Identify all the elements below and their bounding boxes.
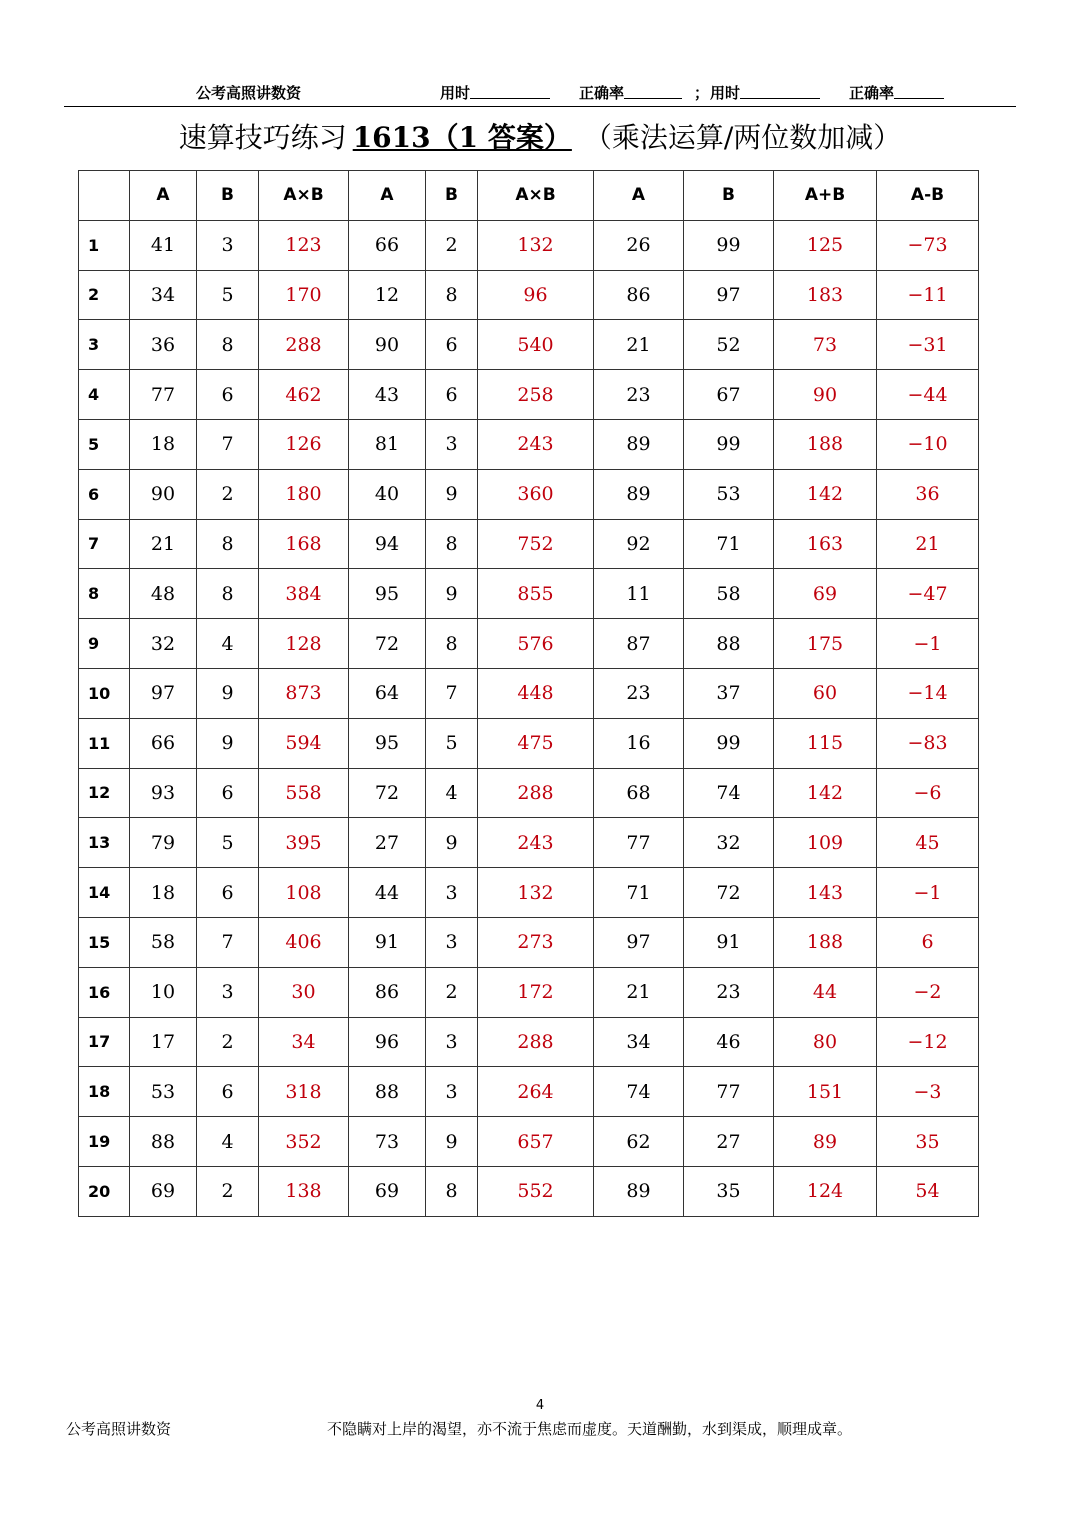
column-header (79, 171, 130, 221)
table-row (79, 967, 979, 1017)
answer-cell: 384 (259, 569, 349, 619)
time-label-2: 用时 (710, 84, 741, 102)
answer-cell: 123 (259, 220, 349, 270)
answer-cell: 54 (877, 1166, 979, 1216)
answer-cell: 360 (478, 469, 594, 519)
footer-brand: 公考高照讲数资 (66, 1420, 172, 1438)
table-cell: 9 (426, 818, 478, 868)
table-row (79, 569, 979, 619)
answer-cell: 142 (774, 768, 877, 818)
table-cell: 9 (426, 569, 478, 619)
table-cell: 89 (594, 469, 684, 519)
table-cell: 88 (349, 1067, 426, 1117)
answer-cell: 558 (259, 768, 349, 818)
row-index: 5 (79, 419, 130, 469)
answer-cell: −3 (877, 1067, 979, 1117)
table-cell: 89 (594, 419, 684, 469)
answer-cell: 109 (774, 818, 877, 868)
table-cell: 3 (426, 917, 478, 967)
accuracy-blank-2 (894, 84, 944, 99)
answer-cell: −47 (877, 569, 979, 619)
table-cell: 71 (594, 868, 684, 918)
table-cell: 6 (197, 868, 259, 918)
header-separator: ； (694, 84, 710, 102)
table-row (79, 868, 979, 918)
exercise-table (78, 170, 979, 1217)
table-cell: 92 (594, 519, 684, 569)
table-cell: 32 (684, 818, 774, 868)
table-row (79, 220, 979, 270)
answer-cell: 288 (478, 1017, 594, 1067)
table-cell: 3 (197, 967, 259, 1017)
row-index: 7 (79, 519, 130, 569)
table-cell: 17 (130, 1017, 197, 1067)
accuracy-label-1: 正确率 (579, 84, 625, 102)
table-cell: 99 (684, 718, 774, 768)
answer-cell: 552 (478, 1166, 594, 1216)
table-cell: 8 (426, 270, 478, 320)
answer-cell: −2 (877, 967, 979, 1017)
page-header (64, 80, 1016, 106)
table-cell: 74 (684, 768, 774, 818)
answer-cell: 475 (478, 718, 594, 768)
answer-cell: −44 (877, 370, 979, 420)
answer-cell: 172 (478, 967, 594, 1017)
table-cell: 27 (349, 818, 426, 868)
table-cell: 32 (130, 619, 197, 669)
table-cell: 95 (349, 718, 426, 768)
table-cell: 66 (349, 220, 426, 270)
table-cell: 2 (426, 220, 478, 270)
table-cell: 4 (197, 619, 259, 669)
answer-cell: −31 (877, 320, 979, 370)
row-index: 11 (79, 718, 130, 768)
table-row (79, 1067, 979, 1117)
row-index: 6 (79, 469, 130, 519)
answer-cell: 124 (774, 1166, 877, 1216)
answer-cell: 540 (478, 320, 594, 370)
table-cell: 90 (349, 320, 426, 370)
row-index: 10 (79, 668, 130, 718)
table-cell: 9 (426, 1117, 478, 1167)
table-cell: 48 (130, 569, 197, 619)
answer-cell: 60 (774, 668, 877, 718)
table-cell: 68 (594, 768, 684, 818)
table-cell: 96 (349, 1017, 426, 1067)
table-cell: 69 (130, 1166, 197, 1216)
answer-cell: 138 (259, 1166, 349, 1216)
table-cell: 87 (594, 619, 684, 669)
answer-cell: 36 (877, 469, 979, 519)
table-cell: 23 (684, 967, 774, 1017)
table-cell: 81 (349, 419, 426, 469)
table-cell: 6 (197, 768, 259, 818)
table-cell: 7 (197, 917, 259, 967)
table-cell: 43 (349, 370, 426, 420)
answer-cell: 188 (774, 419, 877, 469)
table-cell: 18 (130, 868, 197, 918)
table-cell: 34 (130, 270, 197, 320)
answer-cell: 175 (774, 619, 877, 669)
table-cell: 3 (426, 1067, 478, 1117)
answer-cell: 258 (478, 370, 594, 420)
column-header: A+B (774, 171, 877, 221)
row-index: 19 (79, 1117, 130, 1167)
table-row (79, 818, 979, 868)
column-header: A-B (877, 171, 979, 221)
title-code: 1613（1 答案） (352, 121, 572, 154)
row-index: 17 (79, 1017, 130, 1067)
table-cell: 21 (130, 519, 197, 569)
row-index: 8 (79, 569, 130, 619)
table-cell: 2 (197, 469, 259, 519)
table-cell: 6 (197, 370, 259, 420)
table-cell: 8 (426, 519, 478, 569)
answer-cell: −1 (877, 619, 979, 669)
answer-cell: 115 (774, 718, 877, 768)
table-cell: 12 (349, 270, 426, 320)
answer-cell: 243 (478, 419, 594, 469)
answer-cell: 264 (478, 1067, 594, 1117)
column-header: B (426, 171, 478, 221)
table-cell: 6 (426, 320, 478, 370)
column-header: A (594, 171, 684, 221)
table-cell: 67 (684, 370, 774, 420)
time-blank-1 (470, 84, 550, 99)
answer-cell: 45 (877, 818, 979, 868)
table-cell: 53 (130, 1067, 197, 1117)
answer-cell: 132 (478, 220, 594, 270)
table-cell: 21 (594, 320, 684, 370)
table-cell: 6 (197, 1067, 259, 1117)
table-cell: 21 (594, 967, 684, 1017)
answer-cell: 21 (877, 519, 979, 569)
table-cell: 74 (594, 1067, 684, 1117)
table-cell: 90 (130, 469, 197, 519)
answer-cell: 163 (774, 519, 877, 569)
answer-cell: 69 (774, 569, 877, 619)
table-cell: 72 (349, 619, 426, 669)
answer-cell: 594 (259, 718, 349, 768)
accuracy-blank-1 (624, 84, 682, 99)
column-header: A×B (259, 171, 349, 221)
answer-cell: 288 (478, 768, 594, 818)
header-rule (64, 106, 1016, 107)
answer-cell: −11 (877, 270, 979, 320)
table-cell: 23 (594, 668, 684, 718)
answer-cell: 151 (774, 1067, 877, 1117)
table-cell: 37 (684, 668, 774, 718)
table-cell: 8 (426, 619, 478, 669)
table-row (79, 270, 979, 320)
table-row (79, 619, 979, 669)
answer-cell: −83 (877, 718, 979, 768)
time-field-1 (440, 82, 470, 103)
table-row (79, 519, 979, 569)
table-row (79, 419, 979, 469)
table-cell: 93 (130, 768, 197, 818)
table-cell: 46 (684, 1017, 774, 1067)
answer-cell: 96 (478, 270, 594, 320)
accuracy-field-2 (849, 82, 894, 103)
table-cell: 72 (349, 768, 426, 818)
answer-cell: −73 (877, 220, 979, 270)
time-blank-2 (740, 84, 820, 99)
answer-cell: 243 (478, 818, 594, 868)
table-cell: 99 (684, 419, 774, 469)
table-cell: 36 (130, 320, 197, 370)
answer-cell: 108 (259, 868, 349, 918)
column-header: A×B (478, 171, 594, 221)
answer-cell: 180 (259, 469, 349, 519)
table-cell: 7 (197, 419, 259, 469)
table-row (79, 370, 979, 420)
answer-cell: 44 (774, 967, 877, 1017)
answer-cell: 35 (877, 1117, 979, 1167)
table-cell: 2 (426, 967, 478, 1017)
answer-cell: 288 (259, 320, 349, 370)
answer-cell: 6 (877, 917, 979, 967)
answer-cell: 318 (259, 1067, 349, 1117)
table-cell: 34 (594, 1017, 684, 1067)
answer-cell: 855 (478, 569, 594, 619)
table-cell: 8 (197, 320, 259, 370)
table-cell: 72 (684, 868, 774, 918)
table-cell: 9 (197, 718, 259, 768)
table-cell: 73 (349, 1117, 426, 1167)
table-cell: 2 (197, 1017, 259, 1067)
table-cell: 86 (594, 270, 684, 320)
table-cell: 89 (594, 1166, 684, 1216)
table-cell: 58 (130, 917, 197, 967)
table-row (79, 917, 979, 967)
accuracy-field-1 (579, 82, 624, 103)
answer-cell: −14 (877, 668, 979, 718)
row-index: 4 (79, 370, 130, 420)
table-cell: 4 (426, 768, 478, 818)
table-cell: 16 (594, 718, 684, 768)
table-cell: 3 (426, 1017, 478, 1067)
answer-cell: 30 (259, 967, 349, 1017)
answer-cell: 73 (774, 320, 877, 370)
answer-cell: 657 (478, 1117, 594, 1167)
column-header: B (197, 171, 259, 221)
table-row (79, 320, 979, 370)
header-brand: 公考高照讲数资 (196, 84, 302, 102)
table-cell: 52 (684, 320, 774, 370)
answer-cell: 89 (774, 1117, 877, 1167)
row-index: 16 (79, 967, 130, 1017)
table-row (79, 1017, 979, 1067)
table-cell: 77 (130, 370, 197, 420)
answer-cell: 143 (774, 868, 877, 918)
table-cell: 27 (684, 1117, 774, 1167)
table-cell: 91 (349, 917, 426, 967)
table-cell: 11 (594, 569, 684, 619)
table-cell: 4 (197, 1117, 259, 1167)
answer-cell: 395 (259, 818, 349, 868)
table-cell: 88 (130, 1117, 197, 1167)
answer-cell: 352 (259, 1117, 349, 1167)
answer-cell: 142 (774, 469, 877, 519)
answer-cell: 183 (774, 270, 877, 320)
table-cell: 40 (349, 469, 426, 519)
table-cell: 66 (130, 718, 197, 768)
table-cell: 8 (197, 519, 259, 569)
table-cell: 6 (426, 370, 478, 420)
table-row (79, 1166, 979, 1216)
table-cell: 3 (197, 220, 259, 270)
table-row (79, 768, 979, 818)
row-index: 15 (79, 917, 130, 967)
answer-cell: 873 (259, 668, 349, 718)
answer-cell: 406 (259, 917, 349, 967)
answer-cell: 168 (259, 519, 349, 569)
table-cell: 9 (426, 469, 478, 519)
table-cell: 7 (426, 668, 478, 718)
answer-cell: −10 (877, 419, 979, 469)
table-cell: 97 (130, 668, 197, 718)
table-cell: 94 (349, 519, 426, 569)
table-cell: 97 (594, 917, 684, 967)
row-index: 14 (79, 868, 130, 918)
table-row (79, 718, 979, 768)
answer-cell: 125 (774, 220, 877, 270)
table-cell: 23 (594, 370, 684, 420)
answer-cell: 170 (259, 270, 349, 320)
table-cell: 99 (684, 220, 774, 270)
answer-cell: 752 (478, 519, 594, 569)
table-cell: 97 (684, 270, 774, 320)
row-index: 13 (79, 818, 130, 868)
table-cell: 41 (130, 220, 197, 270)
title-main: 速算技巧练习 (178, 121, 347, 154)
table-cell: 62 (594, 1117, 684, 1167)
column-header: A (130, 171, 197, 221)
table-cell: 86 (349, 967, 426, 1017)
time-label-1: 用时 (440, 84, 471, 102)
table-row (79, 1117, 979, 1167)
page-number: 4 (535, 1398, 545, 1413)
row-index: 9 (79, 619, 130, 669)
answer-cell: 34 (259, 1017, 349, 1067)
time-field-2 (710, 82, 740, 103)
row-index: 20 (79, 1166, 130, 1216)
answer-cell: 188 (774, 917, 877, 967)
answer-cell: 128 (259, 619, 349, 669)
table-cell: 10 (130, 967, 197, 1017)
row-index: 2 (79, 270, 130, 320)
table-cell: 71 (684, 519, 774, 569)
table-cell: 69 (349, 1166, 426, 1216)
row-index: 1 (79, 220, 130, 270)
table-row (79, 469, 979, 519)
table-cell: 64 (349, 668, 426, 718)
table-cell: 44 (349, 868, 426, 918)
table-cell: 79 (130, 818, 197, 868)
table-cell: 5 (197, 818, 259, 868)
table-cell: 77 (594, 818, 684, 868)
answer-cell: 273 (478, 917, 594, 967)
row-index: 3 (79, 320, 130, 370)
table-cell: 3 (426, 868, 478, 918)
answer-cell: 132 (478, 868, 594, 918)
table-cell: 9 (197, 668, 259, 718)
answer-cell: 448 (478, 668, 594, 718)
table-cell: 26 (594, 220, 684, 270)
answer-cell: −6 (877, 768, 979, 818)
answer-cell: 126 (259, 419, 349, 469)
answer-cell: 90 (774, 370, 877, 420)
table-cell: 5 (197, 270, 259, 320)
answer-cell: −1 (877, 868, 979, 918)
table-cell: 8 (426, 1166, 478, 1216)
table-header-row (79, 171, 979, 221)
table-body (79, 220, 979, 1216)
table-cell: 5 (426, 718, 478, 768)
answer-cell: 462 (259, 370, 349, 420)
answer-cell: −12 (877, 1017, 979, 1067)
column-header: A (349, 171, 426, 221)
table-cell: 95 (349, 569, 426, 619)
table-cell: 3 (426, 419, 478, 469)
row-index: 12 (79, 768, 130, 818)
table-cell: 91 (684, 917, 774, 967)
table-cell: 35 (684, 1166, 774, 1216)
accuracy-label-2: 正确率 (849, 84, 895, 102)
column-header: B (684, 171, 774, 221)
table-cell: 18 (130, 419, 197, 469)
table-cell: 53 (684, 469, 774, 519)
table-cell: 77 (684, 1067, 774, 1117)
row-index: 18 (79, 1067, 130, 1117)
page-title (0, 116, 1080, 156)
table-cell: 2 (197, 1166, 259, 1216)
table-cell: 8 (197, 569, 259, 619)
table-row (79, 668, 979, 718)
table-cell: 88 (684, 619, 774, 669)
answer-cell: 80 (774, 1017, 877, 1067)
answer-cell: 576 (478, 619, 594, 669)
table-cell: 58 (684, 569, 774, 619)
footer-motto: 不隐瞒对上岸的渴望，亦不流于焦虑而虚度。天道酬勤，水到渠成，顺理成章。 (327, 1420, 853, 1438)
title-subtitle: （乘法运算/两位数加减） (597, 121, 902, 154)
